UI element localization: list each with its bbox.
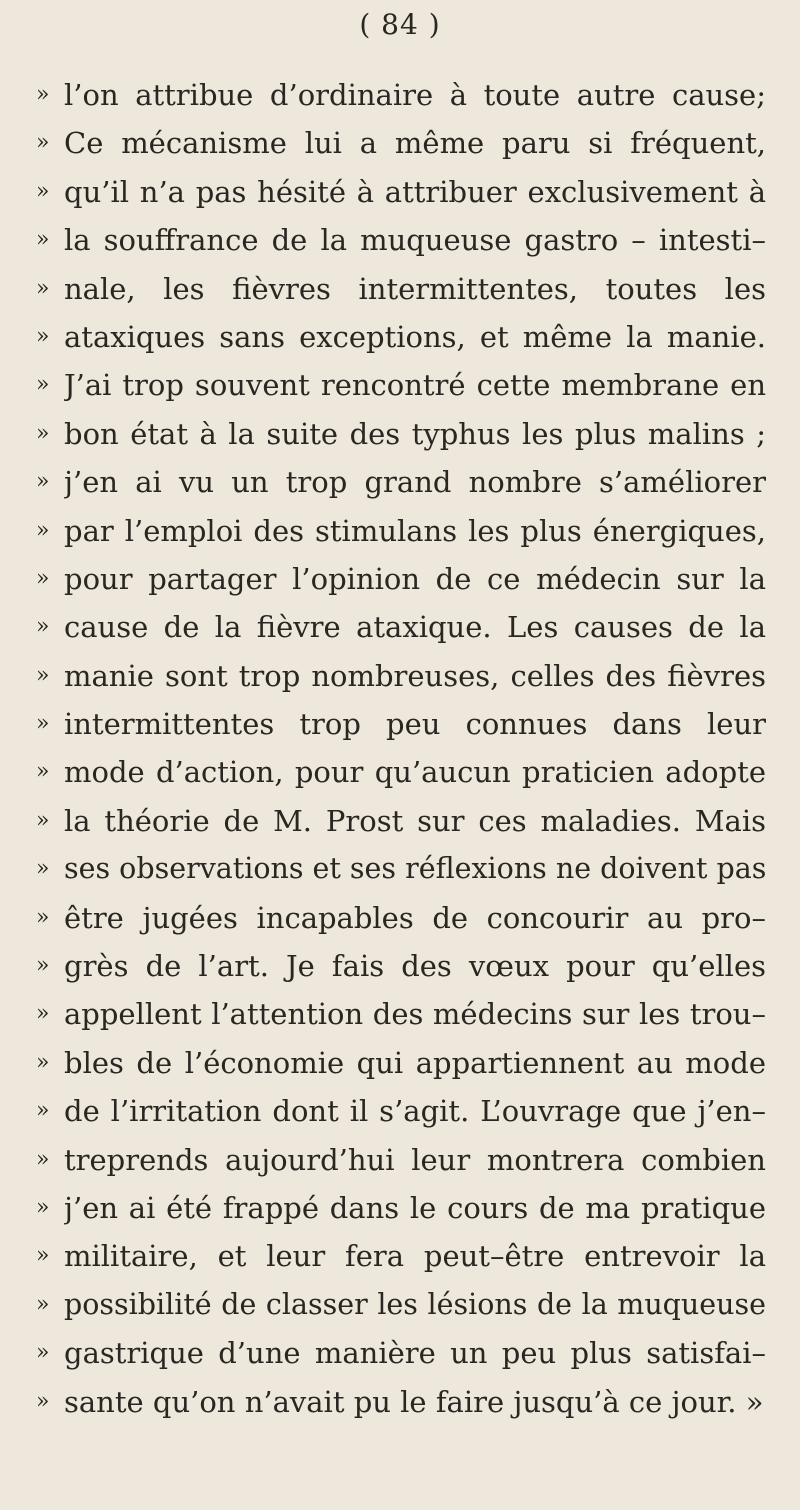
quote-mark: » — [36, 469, 50, 495]
line-text: l’on attribue d’ordinaire à toute autre cause; — [64, 78, 766, 112]
line-text: treprends aujourd’hui leur montrera combien — [64, 1142, 766, 1177]
text-line — [0, 320, 800, 368]
text-line — [0, 1239, 800, 1287]
quote-mark: » — [36, 130, 50, 156]
text-line — [0, 1336, 800, 1384]
quote-mark: » — [36, 565, 50, 591]
line-text: la théorie de M. Prost sur ces maladies. Mais — [64, 803, 766, 838]
line-text: par l’emploi des stimulans les plus énergiques, — [64, 513, 766, 548]
text-line — [0, 1143, 800, 1191]
text-line — [0, 1191, 800, 1239]
text-line — [0, 78, 800, 126]
line-text: grès de l’art. Je fais des vœux pour qu’elles — [64, 949, 766, 984]
line-text: militaire, et leur fera peut–être entrevoir la — [64, 1239, 766, 1274]
quote-mark: » — [36, 1388, 50, 1414]
text-line — [0, 175, 800, 223]
text-line — [0, 1094, 800, 1142]
text-line — [0, 514, 800, 562]
line-text: appellent l’attention des médecins sur les trou– — [64, 997, 766, 1032]
quote-mark: » — [36, 662, 50, 688]
text-line — [0, 949, 800, 997]
quote-mark: » — [36, 953, 50, 979]
quote-mark: » — [36, 1001, 50, 1027]
line-text: Ce mécanisme lui a même paru si fréquent, — [64, 126, 766, 161]
line-text: mode d’action, pour qu’aucun praticien adopte — [64, 755, 766, 790]
text-line — [0, 223, 800, 271]
quote-mark: » — [36, 178, 50, 204]
quote-mark: » — [36, 517, 50, 543]
quote-mark: » — [36, 1291, 50, 1317]
quote-mark: » — [36, 856, 50, 882]
quote-mark: » — [36, 711, 50, 737]
text-line — [0, 1385, 800, 1433]
text-line — [0, 804, 800, 852]
text-line — [0, 659, 800, 707]
line-text: la souffrance de la muqueuse gastro – intesti– — [64, 223, 766, 258]
quote-mark: » — [36, 1243, 50, 1269]
line-text: bon état à la suite des typhus les plus malins ; — [64, 416, 766, 451]
line-text: j’en ai vu un trop grand nombre s’améliorer — [64, 465, 766, 500]
line-text: ataxiques sans exceptions, et même la manie. — [64, 319, 766, 354]
text-line — [0, 368, 800, 416]
text-line — [0, 126, 800, 174]
line-text: être jugées incapables de concourir au pro– — [64, 900, 766, 935]
text-line — [0, 1288, 800, 1336]
line-text: manie sont trop nombreuses, celles des fièvres — [64, 658, 766, 693]
quote-mark: » — [36, 1194, 50, 1220]
quote-mark: » — [36, 82, 50, 107]
body-text — [0, 78, 800, 1433]
text-line — [0, 610, 800, 658]
line-text: sante qu’on n’avait pu le faire jusqu’à ce jour. » — [64, 1384, 764, 1419]
line-text: de l’irritation dont il s’agit. L’ouvrage que j’en– — [64, 1094, 766, 1129]
line-text: nale, les fièvres intermittentes, toutes les — [64, 271, 766, 306]
line-text: qu’il n’a pas hésité à attribuer exclusivement à — [64, 174, 766, 209]
line-text: possibilité de classer les lésions de la muqueuse — [64, 1287, 766, 1321]
line-text: bles de l’économie qui appartiennent au mode — [64, 1045, 766, 1080]
line-text: pour partager l’opinion de ce médecin sur la — [64, 561, 766, 596]
text-line — [0, 997, 800, 1045]
text-line — [0, 417, 800, 465]
text-line — [0, 901, 800, 949]
quote-mark: » — [36, 227, 50, 253]
quote-mark: » — [36, 807, 50, 833]
quote-mark: » — [36, 1340, 50, 1366]
quote-mark: » — [36, 1146, 50, 1172]
quote-mark: » — [36, 323, 50, 349]
line-text: cause de la fièvre ataxique. Les causes de la — [64, 610, 766, 645]
text-line — [0, 465, 800, 513]
line-text: gastrique d’une manière un peu plus satisfai– — [64, 1336, 766, 1371]
text-line — [0, 1046, 800, 1094]
line-text: ses observations et ses réflexions ne doivent pas — [64, 852, 766, 886]
quote-mark: » — [36, 1098, 50, 1124]
line-text: J’ai trop souvent rencontré cette membrane en — [64, 368, 766, 403]
quote-mark: » — [36, 904, 50, 930]
quote-mark: » — [36, 372, 50, 398]
quote-mark: » — [36, 1049, 50, 1075]
text-line — [0, 562, 800, 610]
text-line — [0, 272, 800, 320]
quote-mark: » — [36, 275, 50, 301]
quote-mark: » — [36, 614, 50, 640]
text-line — [0, 755, 800, 803]
page-number: ( 84 ) — [359, 8, 441, 41]
quote-mark: » — [36, 420, 50, 446]
line-text: intermittentes trop peu connues dans leur — [64, 707, 766, 742]
line-text: j’en ai été frappé dans le cours de ma pratique — [64, 1190, 766, 1225]
text-line — [0, 707, 800, 755]
text-line — [0, 852, 800, 900]
quote-mark: » — [36, 759, 50, 785]
